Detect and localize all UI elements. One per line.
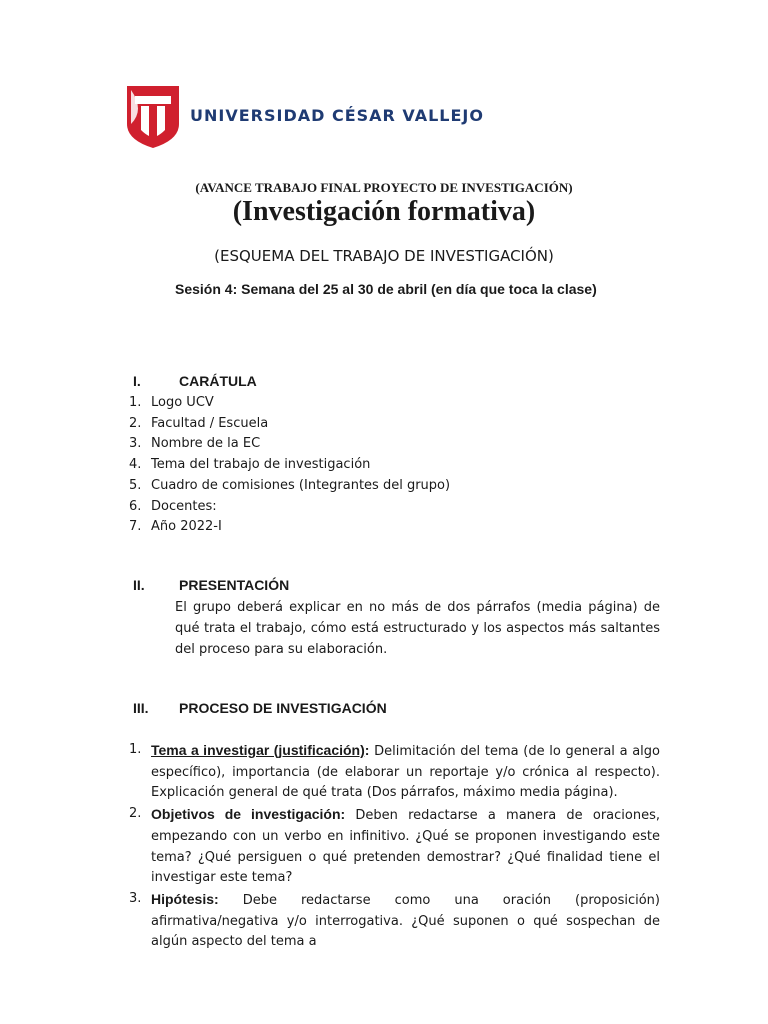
section-number: II. — [133, 577, 145, 593]
item-text: Logo UCV — [151, 395, 214, 410]
list-item — [129, 414, 450, 435]
item-label: Objetivos de investigación: — [151, 806, 346, 823]
logo-text: UNIVERSIDAD CÉSAR VALLEJO — [190, 106, 484, 125]
item-number: 3. — [129, 436, 142, 452]
item-label: Hipótesis: — [151, 890, 219, 907]
list-item — [129, 476, 450, 497]
item-number: 6. — [129, 498, 142, 514]
item-text: Cuadro de comisiones (Integrantes del grupo) — [151, 477, 451, 493]
item-number: 3. — [129, 890, 142, 906]
item-label: Tema a investigar (justificación) — [151, 742, 365, 758]
item-number: 4. — [129, 457, 142, 473]
list-item — [129, 889, 660, 953]
item-text: Delimitación del tema (de lo general a algo específico), importancia (de elaborar un reportaje y/o crónica al respecto). Explicación general de qué trata (Dos párrafos, máximo media página). — [151, 744, 660, 801]
proceso-list — [129, 740, 660, 953]
list-item — [129, 517, 450, 538]
item-number: 5. — [129, 477, 142, 493]
section-number: I. — [133, 373, 141, 389]
item-number: 7. — [129, 519, 142, 535]
item-number: 2. — [129, 806, 142, 822]
item-number: 1. — [129, 742, 142, 757]
list-item — [129, 740, 660, 804]
session-line: Sesión 4: Semana del 25 al 30 de abril (en día que toca la clase) — [175, 281, 597, 297]
section-title: CARÁTULA — [179, 373, 257, 389]
item-text: Año 2022-I — [151, 519, 222, 535]
item-text: Deben redactarse a manera de oraciones, empezando con un verbo en infinitivo. ¿Qué se proponen investigando este tema? ¿Qué persiguen o qué pretenden demostrar? ¿Qué finalidad tiene el investigar este tema? — [151, 808, 660, 886]
item-number: 2. — [129, 415, 142, 431]
item-text: Nombre de la EC — [151, 436, 261, 452]
caratula-list — [129, 393, 450, 538]
list-item — [129, 434, 450, 455]
section-number: III. — [133, 700, 149, 716]
item-text: Facultad / Escuela — [151, 415, 269, 431]
subtitle: (ESQUEMA DEL TRABAJO DE INVESTIGACIÓN) — [214, 247, 554, 265]
ucv-shield-icon — [125, 84, 181, 150]
item-text: Debe redactarse como una oración (proposición) afirmativa/negativa y/o interrogativa. ¿Qué suponen o qué sospechan de algún aspecto del tema a — [151, 892, 660, 950]
pre-title: (AVANCE TRABAJO FINAL PROYECTO DE INVESTIGACIÓN) — [195, 180, 573, 195]
list-item — [129, 393, 450, 414]
list-item — [129, 455, 450, 476]
item-label-colon: : — [364, 742, 370, 758]
list-item — [129, 497, 450, 518]
presentacion-paragraph: El grupo deberá explicar en no más de dos párrafos (media página) de qué trata el trabajo, cómo está estructurado y los aspectos más saltantes del proceso para su elaboración. — [175, 600, 660, 657]
item-text: Tema del trabajo de investigación — [151, 457, 371, 473]
item-text: Docentes: — [151, 498, 217, 514]
ucv-logo — [125, 84, 484, 150]
page-title: (Investigación formativa) — [232, 196, 536, 227]
section-title: PROCESO DE INVESTIGACIÓN — [179, 700, 387, 716]
section-title: PRESENTACIÓN — [179, 577, 290, 593]
list-item — [129, 804, 660, 889]
item-number: 1. — [129, 395, 142, 410]
